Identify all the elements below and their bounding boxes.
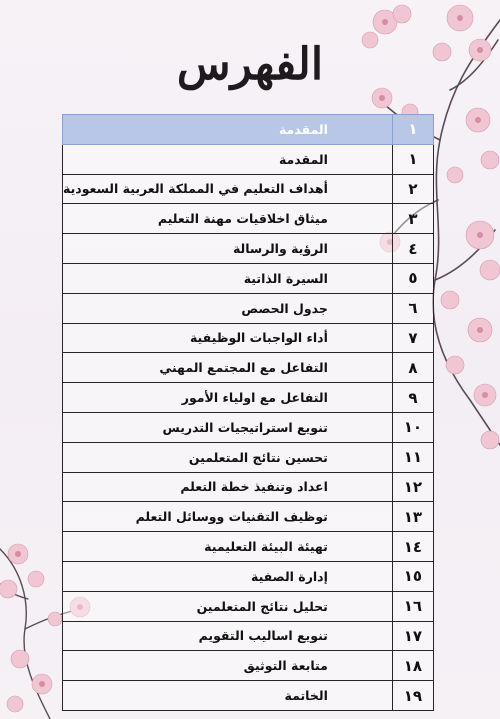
toc-label: تحليل نتائج المتعلمين [63,591,393,621]
toc-row [63,621,434,651]
toc-label: تنويع استراتيجيات التدريس [63,412,393,442]
toc-row [63,263,434,293]
toc-number: ١٣ [392,502,433,532]
toc-row [63,442,434,472]
toc-label: المقدمة [63,115,393,145]
toc-row [63,532,434,562]
toc-label: جدول الحصص [63,293,393,323]
toc-number: ١٩ [392,681,433,711]
toc-label: أهداف التعليم في المملكة العربية السعودية [63,174,393,204]
toc-label: الرؤية والرسالة [63,234,393,264]
toc-header-row [63,115,434,145]
toc-label: الخاتمة [63,681,393,711]
toc-row [63,174,434,204]
toc-number: ١٧ [392,621,433,651]
toc-label: متابعة التوثيق [63,651,393,681]
toc-row [63,204,434,234]
toc-row [63,144,434,174]
toc-number: ١١ [392,442,433,472]
page-title: الفهرس [176,39,324,90]
toc-number: ٥ [392,263,433,293]
toc-label: اعداد وتنفيذ خطة التعلم [63,472,393,502]
toc-label: أداء الواجبات الوظيفية [63,323,393,353]
toc-label: ميثاق اخلاقيات مهنة التعليم [63,204,393,234]
toc-row [63,383,434,413]
toc-number: ٢ [392,174,433,204]
toc-row [63,293,434,323]
toc-label: توظيف التقنيات ووسائل التعلم [63,502,393,532]
toc-number: ١٥ [392,561,433,591]
toc-body [63,115,434,711]
toc-number: ٨ [392,353,433,383]
toc-label: تحسين نتائج المتعلمين [63,442,393,472]
toc-number: ٦ [392,293,433,323]
toc-row [63,323,434,353]
toc-number: ٤ [392,234,433,264]
toc-row [63,561,434,591]
toc-number: ١٨ [392,651,433,681]
toc-row [63,502,434,532]
table-of-contents [62,114,434,711]
toc-label: تهيئة البيئة التعليمية [63,532,393,562]
toc-row [63,353,434,383]
toc-label: تنويع اساليب التقويم [63,621,393,651]
toc-row [63,651,434,681]
toc-number: ١ [392,144,433,174]
toc-label: التفاعل مع المجتمع المهني [63,353,393,383]
toc-row [63,472,434,502]
toc-number: ٣ [392,204,433,234]
toc-number: ١٠ [392,412,433,442]
toc-label: المقدمة [63,144,393,174]
toc-number: ١٦ [392,591,433,621]
toc-label: السيرة الذاتية [63,263,393,293]
toc-row [63,681,434,711]
toc-row [63,591,434,621]
toc-number: ٩ [392,383,433,413]
toc-label: التفاعل مع اولياء الأمور [63,383,393,413]
toc-row [63,412,434,442]
toc-number: ١٤ [392,532,433,562]
toc-number: ٧ [392,323,433,353]
toc-row [63,234,434,264]
toc-number: ١ [392,115,433,145]
toc-label: إدارة الصفية [63,561,393,591]
toc-number: ١٢ [392,472,433,502]
